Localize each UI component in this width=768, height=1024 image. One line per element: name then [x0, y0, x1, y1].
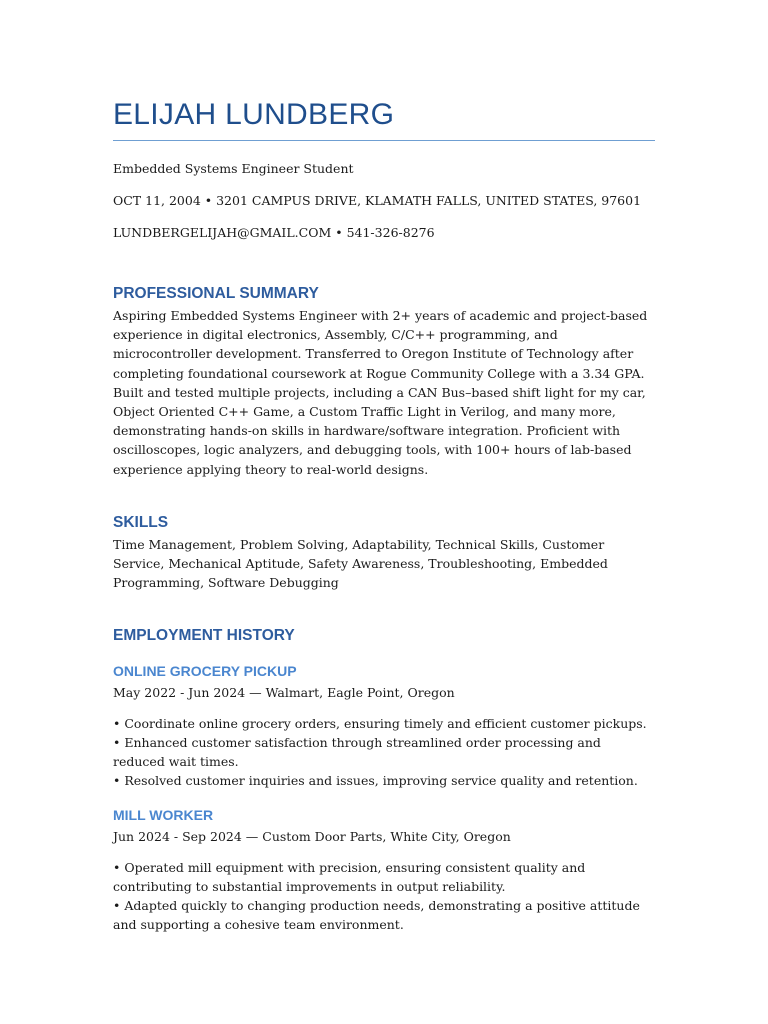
job-dates-employer: May 2022 - Jun 2024 — Walmart, Eagle Point, Oregon	[113, 685, 455, 701]
contact-details: LUNDBERGELIJAH@GMAIL.COM • 541-326-8276	[113, 225, 435, 240]
job-title: ONLINE GROCERY PICKUP	[113, 663, 297, 680]
job-duty: • Adapted quickly to changing production needs, demonstrating a positive attitude and supporting a cohesive team environment.	[113, 896, 655, 934]
summary-section	[113, 284, 655, 479]
job-duty: • Operated mill equipment with precision, ensuring consistent quality and contributing to substantial improvements in output reliability.	[113, 858, 655, 896]
personal-details: OCT 11, 2004 • 3201 CAMPUS DRIVE, KLAMATH FALLS, UNITED STATES, 97601	[113, 193, 642, 208]
job-duty: • Resolved customer inquiries and issues, improving service quality and retention.	[113, 771, 655, 790]
employment-heading: EMPLOYMENT HISTORY	[113, 627, 295, 645]
header-divider	[113, 140, 655, 141]
summary-text: Aspiring Embedded Systems Engineer with 2+ years of academic and project-based experience in digital electronics, Assembly, C/C++ programming, and microcontroller development. Transferred to Oregon Institute of Technology after completing foundational coursework at Rogue Community College with a 3.34 GPA. Built and tested multiple projects, including a CAN Bus–based shift light for my car, Object Oriented C++ Game, a Custom Traffic Light in Verilog, and many more, demonstrating hands-on skills in hardware/software integration. Proficient with oscilloscopes, logic analyzers, and debugging tools, with 100+ hours of lab-based experience applying theory to real-world designs.	[113, 308, 648, 477]
candidate-title: Embedded Systems Engineer Student	[113, 161, 354, 176]
job-duty: • Enhanced customer satisfaction through streamlined order processing and reduced wait times.	[113, 733, 655, 771]
job-entry	[113, 806, 655, 934]
summary-heading: PROFESSIONAL SUMMARY	[113, 285, 319, 302]
job-dates-employer: Jun 2024 - Sep 2024 — Custom Door Parts, White City, Oregon	[113, 829, 511, 845]
job-duties	[113, 714, 655, 790]
job-title: MILL WORKER	[113, 807, 214, 824]
job-entry	[113, 662, 655, 790]
candidate-name: ELIJAH LUNDBERG	[113, 98, 395, 131]
job-duties	[113, 858, 655, 934]
skills-heading: SKILLS	[113, 513, 169, 531]
skills-text: Time Management, Problem Solving, Adaptability, Technical Skills, Customer Service, Mechanical Aptitude, Safety Awareness, Troubleshooting, Embedded Programming, Software Debugging	[113, 536, 608, 591]
employment-section	[113, 626, 655, 934]
job-duty: • Coordinate online grocery orders, ensuring timely and efficient customer pickups.	[113, 714, 655, 733]
skills-section	[113, 513, 655, 593]
